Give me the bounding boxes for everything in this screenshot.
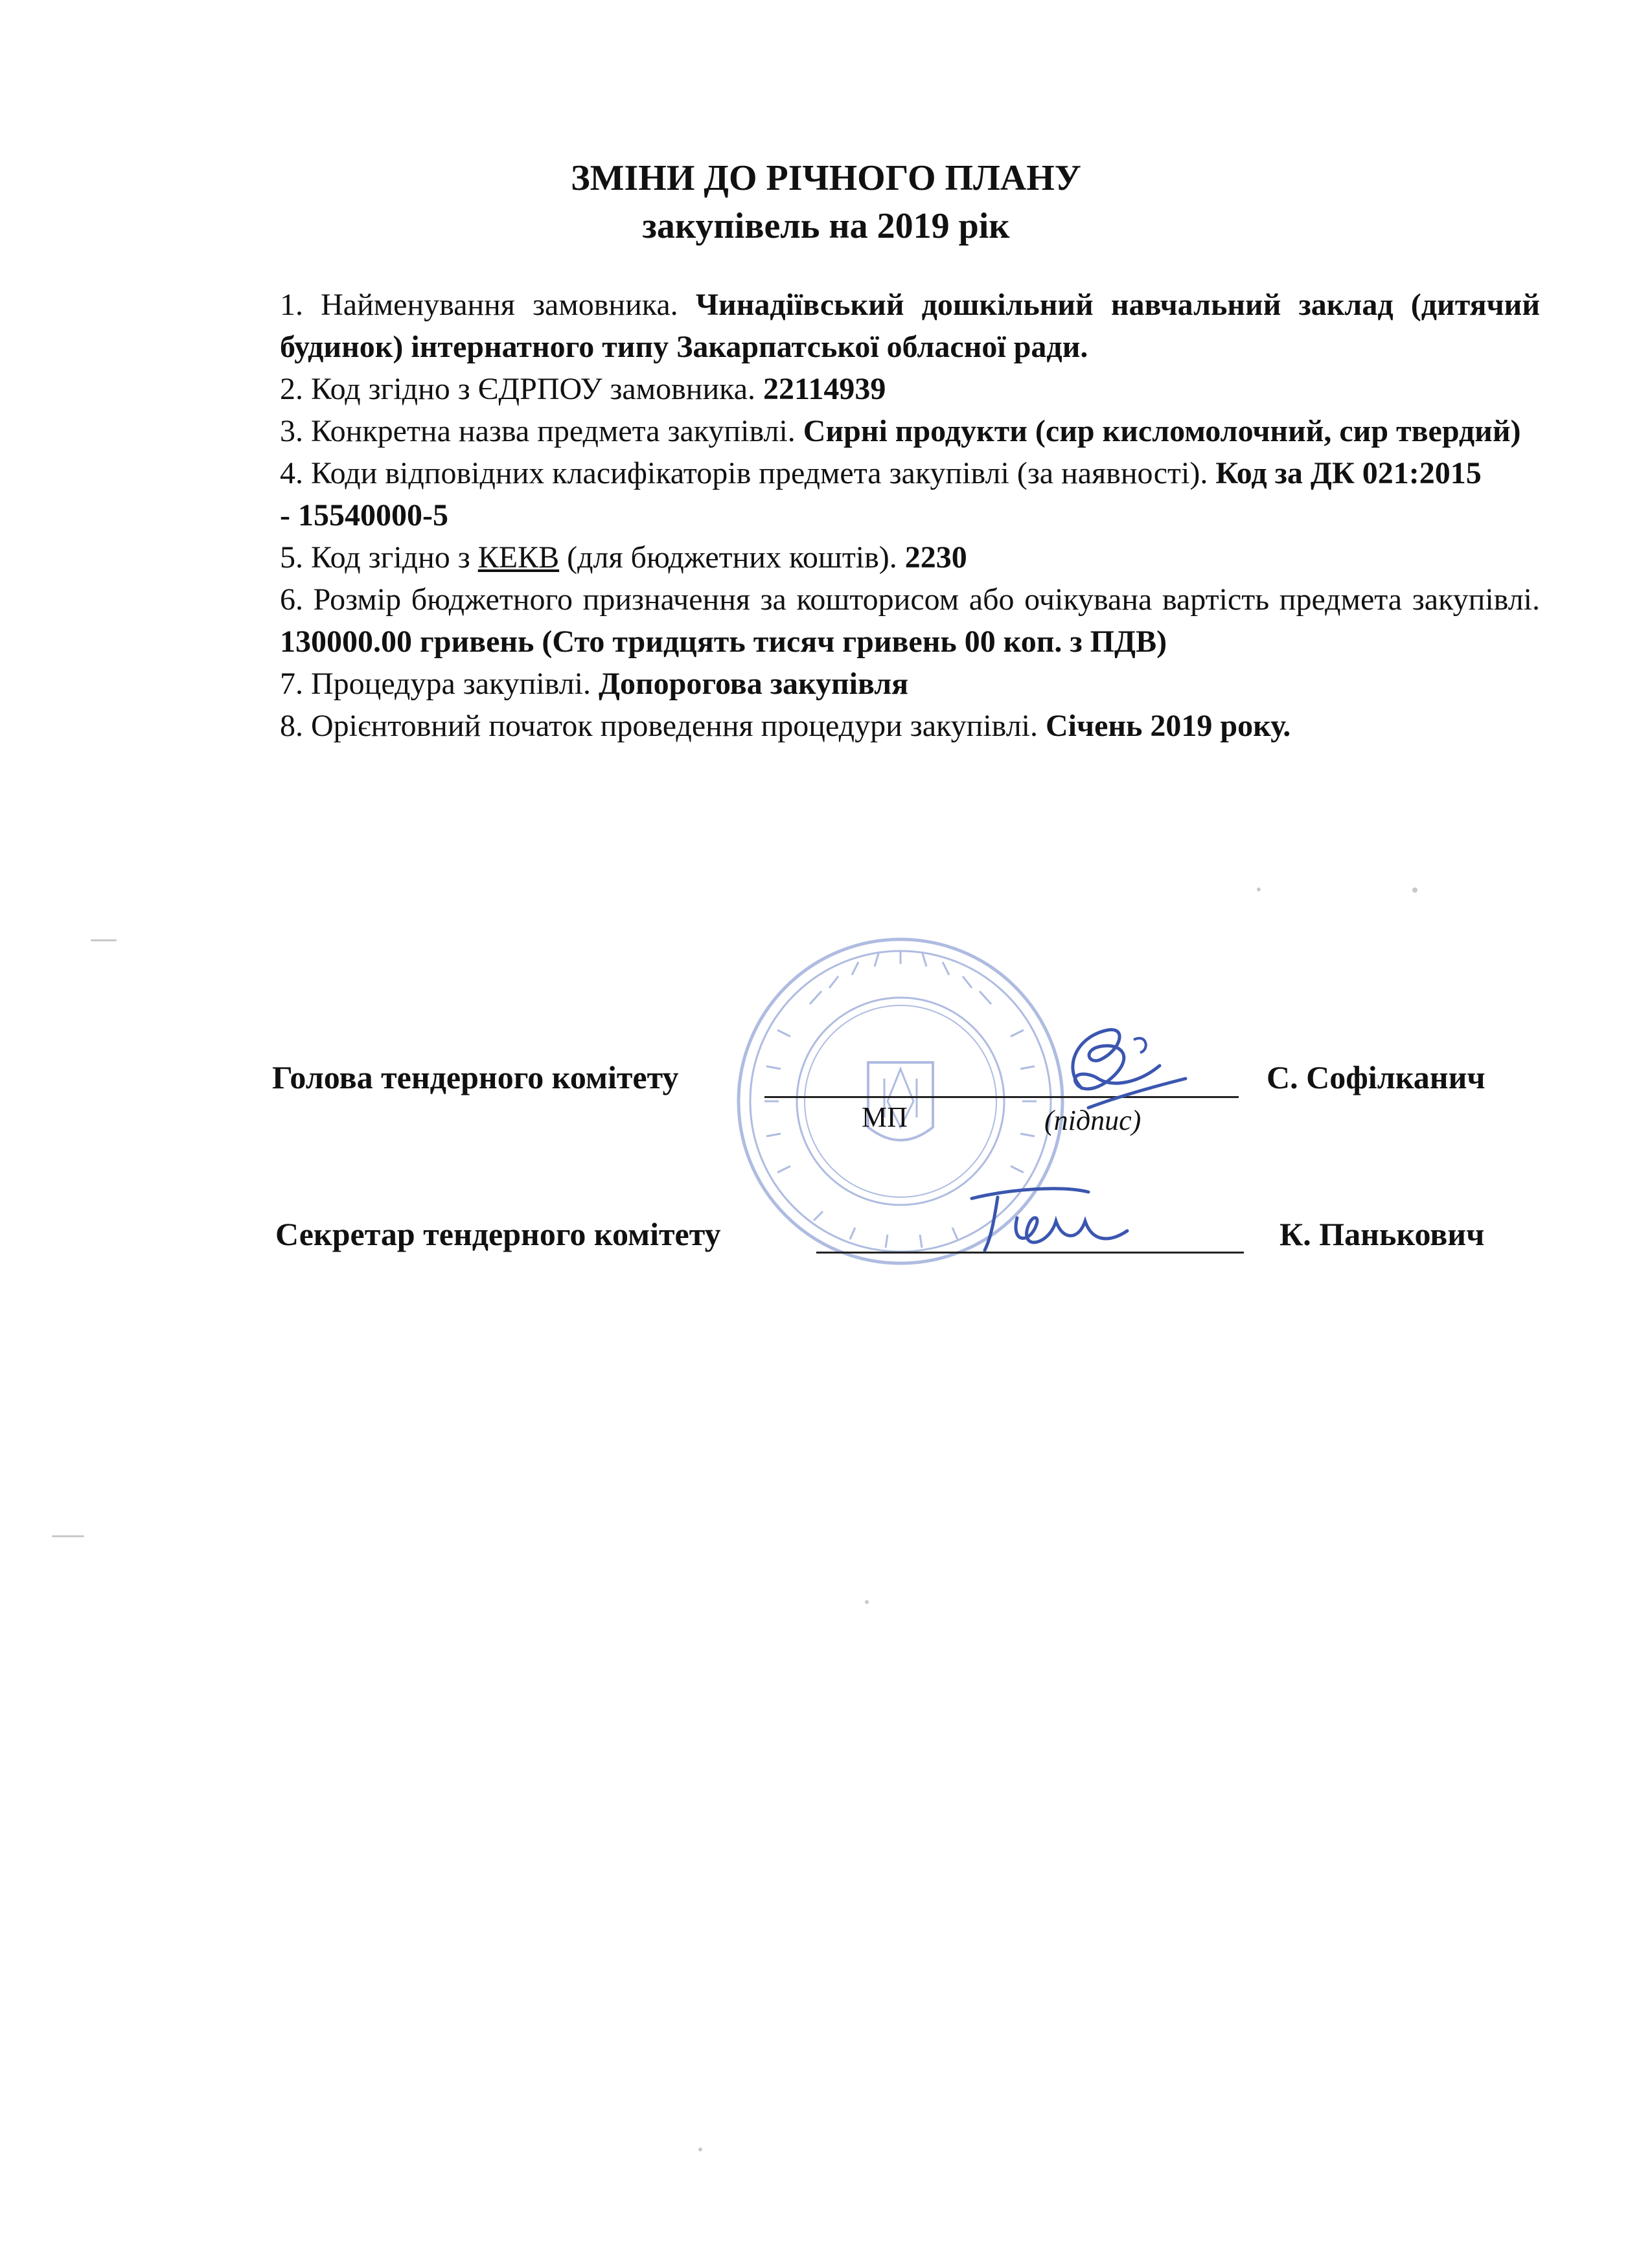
secretary-role: Секретар тендерного комітету: [275, 1216, 721, 1252]
scan-speck: [52, 1535, 84, 1537]
item-8-value: Січень 2019 року.: [1046, 709, 1291, 743]
item-1: [280, 284, 1540, 368]
scan-speck: [1412, 888, 1417, 893]
item-4: [280, 452, 1498, 536]
item-5-label-post: (для бюджетних коштів).: [559, 540, 905, 575]
item-5-label-pre: 5. Код згідно з: [280, 540, 478, 575]
item-2-label: 2. Код згідно з ЄДРПОУ замовника.: [280, 372, 764, 406]
secretary-name: К. Панькович: [1279, 1216, 1485, 1252]
item-5-value: 2230: [904, 540, 967, 575]
item-6-label: 6. Розмір бюджетного призначення за кошторисом або очікувана вартість предмета закупівлі.: [280, 582, 1540, 617]
item-3-value: Сирні продукти (сир кисломолочний, сир твердий): [803, 414, 1521, 448]
item-4-value: Код за ДК 021:2015 - 15540000-5: [280, 456, 1482, 533]
scan-speck: [698, 2148, 702, 2151]
secretary-signature-icon: [959, 1179, 1153, 1263]
item-6: [280, 578, 1540, 663]
item-7: [280, 663, 1540, 705]
item-3: [280, 410, 1540, 452]
chair-name: С. Софілканич: [1267, 1059, 1486, 1095]
item-8: [280, 705, 1540, 747]
chair-role: Голова тендерного комітету: [272, 1059, 679, 1095]
document-subtitle: закупівель на 2019 рік: [642, 206, 1010, 246]
item-7-value: Допорогова закупівля: [599, 667, 909, 701]
scan-speck: [1257, 888, 1261, 891]
item-4-label: 4. Коди відповідних класифікаторів предмета закупівлі (за наявності).: [280, 456, 1216, 490]
item-8-label: 8. Орієнтовний початок проведення процедури закупівлі.: [280, 709, 1046, 743]
item-1-value: Чинадіївський дошкільний навчальний заклад (дитячий будинок) інтернатного типу Закарпатської обласної ради.: [280, 288, 1540, 364]
item-1-label: 1. Найменування замовника.: [280, 288, 696, 322]
item-6-value: 130000.00 гривень (Сто тридцять тисяч гривень 00 коп. з ПДВ): [280, 624, 1167, 659]
item-5: [280, 536, 1540, 578]
item-2: [280, 368, 1540, 410]
chair-signature-icon: [1037, 1011, 1205, 1127]
signature-hint-label: (підпис): [1044, 1105, 1141, 1136]
document-title: ЗМІНИ ДО РІЧНОГО ПЛАНУ: [571, 158, 1081, 198]
item-7-label: 7. Процедура закупівлі.: [280, 667, 599, 701]
item-2-value: 22114939: [763, 372, 886, 406]
document-body: [280, 284, 1540, 747]
stamp-place-label: МП: [862, 1101, 908, 1133]
scan-speck: [91, 939, 117, 941]
item-3-label: 3. Конкретна назва предмета закупівлі.: [280, 414, 803, 448]
item-5-label-kekv: КЕКВ: [477, 540, 560, 575]
scan-speck: [865, 1600, 869, 1604]
